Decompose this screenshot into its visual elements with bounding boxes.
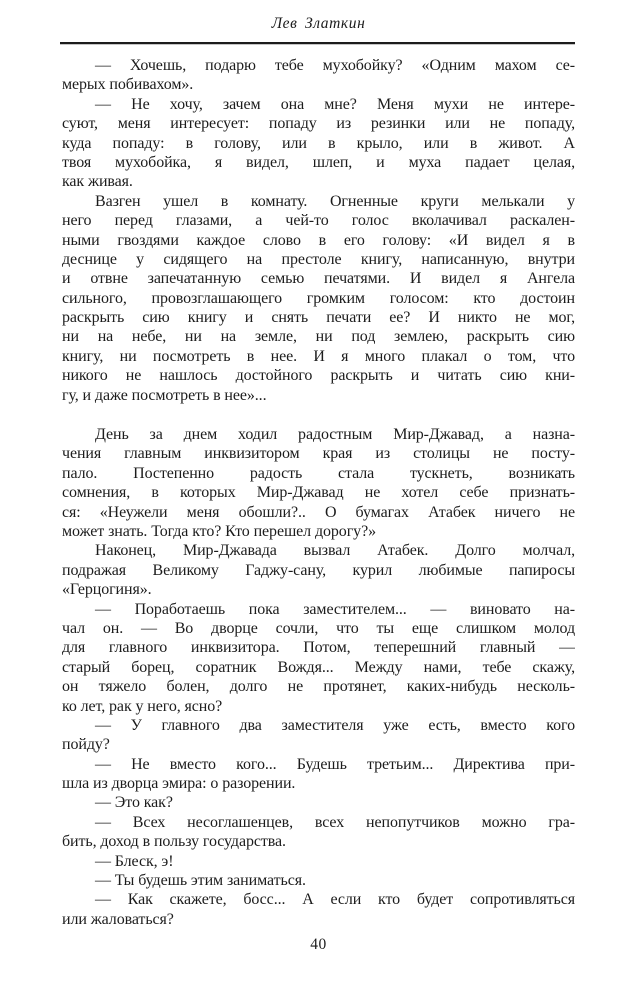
paragraph xyxy=(62,95,575,192)
paragraph xyxy=(62,600,575,716)
text-line: и отвне запечатанную семью печатями. И видел я Ангела xyxy=(62,270,575,288)
header-rule xyxy=(60,42,575,44)
text-line: суют, меня интересует: попаду из резинки или не попаду, xyxy=(62,115,575,133)
text-line: твоя мухобойка, я видел, шлеп, и муха падает целая, xyxy=(62,153,575,171)
text-line: куда попаду: в голову, или в крыло, или в живот. А xyxy=(62,134,575,152)
text-line: деснице у сидящего на престоле книгу, написанную, внутри xyxy=(62,250,575,268)
paragraph xyxy=(62,852,575,871)
text-line: — Не вместо кого... Будешь третьим... Директива при- xyxy=(95,755,575,773)
paragraph xyxy=(62,192,575,405)
text-line: шла из дворца эмира: о разорении. xyxy=(62,775,296,793)
text-line: мерых побивахом». xyxy=(62,76,194,94)
text-line: чения главным инквизитором края из столицы не посту- xyxy=(62,445,575,463)
text-line: для главного инквизитора. Потом, теперешний главный — xyxy=(62,639,575,657)
text-line: подражая Великому Гаджу-сану, курил любимые папиросы xyxy=(62,561,575,579)
text-line: старый борец, соратник Вождя... Между нами, тебе скажу, xyxy=(62,658,575,676)
text-line: раскрыть сию книгу и снять печати ее? И никто не мог, xyxy=(62,309,575,327)
paragraph xyxy=(62,425,575,541)
page-number: 40 xyxy=(310,936,327,953)
text-block xyxy=(62,56,575,929)
text-line: пойду? xyxy=(62,736,110,754)
text-line: — Хочешь, подарю тебе мухобойку? «Одним махом се- xyxy=(95,57,575,74)
text-line: он тяжело болен, долго не протянет, каких-нибудь несколь- xyxy=(62,678,575,696)
text-line: ными гвоздями каждое слово в его голову: «И видел я в xyxy=(62,231,575,249)
text-line: — Ты будешь этим заниматься. xyxy=(95,872,306,890)
paragraph xyxy=(62,755,575,794)
text-line: книгу, ни посмотреть в нее. И я много плакал о том, что xyxy=(62,347,575,365)
paragraph xyxy=(62,56,575,95)
text-line: никого не нашлось достойного раскрыть и читать сию кни- xyxy=(62,367,575,385)
text-line: — У главного два заместителя уже есть, вместо кого xyxy=(95,716,575,734)
text-line: Вазген ушел в комнату. Огненные круги мелькали у xyxy=(95,192,575,210)
text-line: Наконец, Мир-Джавада вызвал Атабек. Долго молчал, xyxy=(95,542,575,560)
text-line: — Это как? xyxy=(95,794,173,812)
running-header: Лев Златкин xyxy=(271,15,366,32)
text-line: или жаловаться? xyxy=(62,910,174,928)
text-line: — Блеск, э! xyxy=(95,852,174,870)
text-line: — Как скажете, босс... А если кто будет сопротивляться xyxy=(95,891,575,909)
paragraph xyxy=(62,541,575,599)
text-line: может знать. Тогда кто? Кто перешел дорогу?» xyxy=(62,522,376,540)
text-line: ко лет, рак у него, ясно? xyxy=(62,697,223,715)
text-line: бить, доход в пользу государства. xyxy=(62,833,286,851)
paragraph xyxy=(62,716,575,755)
text-line: него перед глазами, а чей-то голос вколачивал раскален- xyxy=(62,212,575,230)
text-line: ни на небе, ни на земле, ни под землею, раскрыть сию xyxy=(62,328,575,346)
text-line: «Герцогиня». xyxy=(62,581,152,599)
text-line: — Не хочу, зачем она мне? Меня мухи не интере- xyxy=(95,95,575,113)
text-line: пало. Постепенно радость стала тускнеть, возникать xyxy=(62,464,575,482)
text-line: сильного, провозглашающего громким голосом: кто достоин xyxy=(62,289,575,307)
text-line: — Поработаешь пока заместителем... — виновато на- xyxy=(95,600,575,618)
text-line: — Всех несоглашенцев, всех непопутчиков можно гра- xyxy=(95,813,575,831)
paragraph xyxy=(62,871,575,890)
paragraph xyxy=(62,793,575,812)
text-line: как живая. xyxy=(62,173,133,191)
text-line: День за днем ходил радостным Мир-Джавад, а назна- xyxy=(95,426,575,444)
paragraph xyxy=(62,813,575,852)
text-line: ся: «Неужели меня обошли?.. О бумагах Атабек ничего не xyxy=(62,503,575,521)
text-line: сомнения, в которых Мир-Джавад не хотел себе признать- xyxy=(62,484,575,502)
paragraph xyxy=(62,890,575,929)
text-line: гу, и даже посмотреть в нее»... xyxy=(62,386,267,404)
text-line: чал он. — Во дворце сочли, что ты еще слишком молод xyxy=(62,619,575,637)
